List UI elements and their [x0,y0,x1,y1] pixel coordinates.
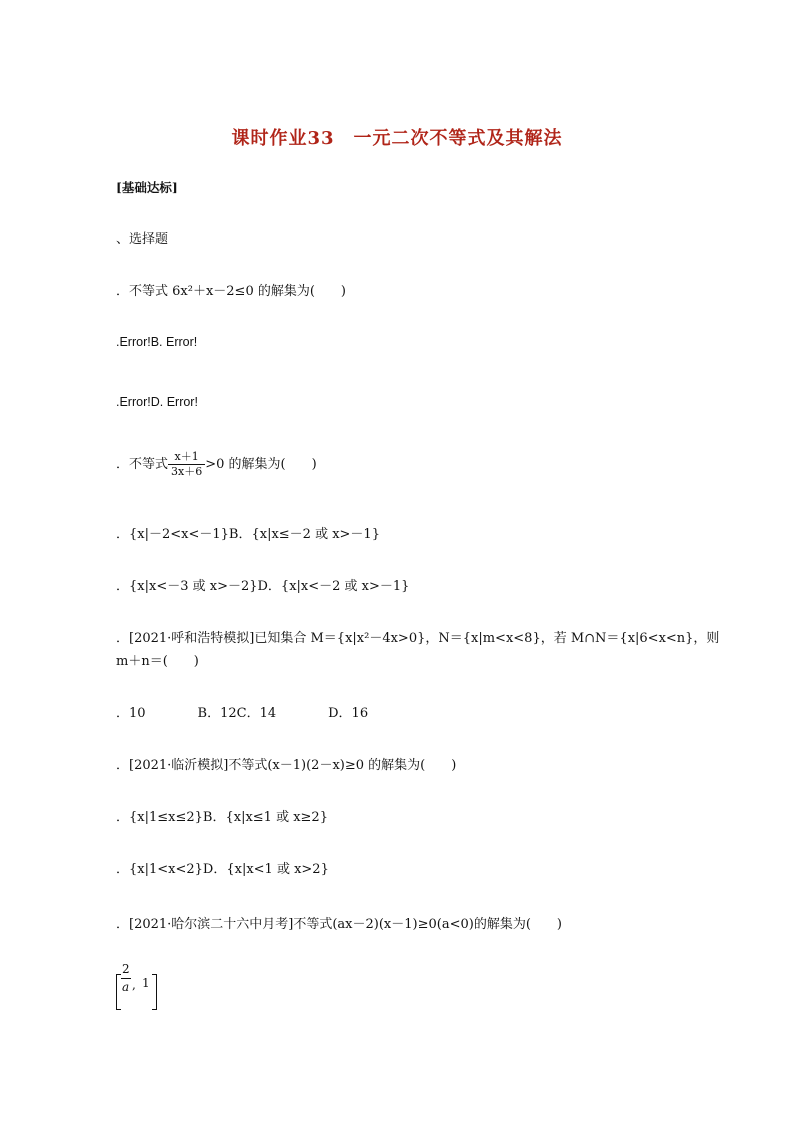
question-2-stem-suffix: >0 的解集为( ) [205,457,317,472]
question-3-stem-line-2: m＋n＝( ) [116,654,199,669]
question-3-options: ．10 B．12C．14 D．16 [116,706,369,721]
question-4-options-cd: ．{x|1<x<2}D．{x|x<1 或 x>2} [116,862,329,877]
option-a-right-endpoint: 1 [142,976,150,990]
question-1-stem: ．不等式 6x²＋x－2≤0 的解集为( ) [116,284,346,299]
right-bracket [152,974,157,1010]
fraction-denominator: 3x＋6 [171,465,203,478]
page-title: 课时作业33 一元二次不等式及其解法 [231,128,563,149]
question-2-options-ab: ．{x|－2<x<－1}B．{x|x≤－2 或 x>－1} [116,527,380,542]
question-2-fraction [168,450,205,479]
option-a-denominator: a [122,980,130,994]
section-heading: [基础达标] [116,180,178,195]
question-4-stem: ．[2021·临沂模拟]不等式(x－1)(2－x)≥0 的解集为( ) [116,758,457,773]
question-5-option-a [116,962,164,1010]
question-4-options-ab: ．{x|1≤x≤2}B．{x|x≤1 或 x≥2} [116,810,328,825]
option-a-separator: , [132,978,136,992]
question-5-stem: ．[2021·哈尔滨二十六中月考]不等式(ax－2)(x－1)≥0(a<0)的解集为( ) [116,917,562,932]
question-1-options-ab: .Error!B. Error! [116,335,198,349]
question-2-stem [116,450,317,479]
option-a-fraction-bar [121,978,131,979]
left-bracket [116,974,121,1010]
subsection-heading: 、选择题 [116,232,169,247]
question-3-stem-line-1: ．[2021·呼和浩特模拟]已知集合 M＝{x|x²－4x>0}，N＝{x|m<x<8}，若 M∩N＝{x|6<x<n}，则 [116,631,720,646]
fraction-numerator: x＋1 [168,450,205,465]
question-2-options-cd: ．{x|x<－3 或 x>－2}D．{x|x<－2 或 x>－1} [116,579,410,594]
question-1-options-cd: .Error!D. Error! [116,395,198,409]
question-2-stem-prefix: ．不等式 [116,457,169,472]
option-a-numerator: 2 [122,962,130,976]
